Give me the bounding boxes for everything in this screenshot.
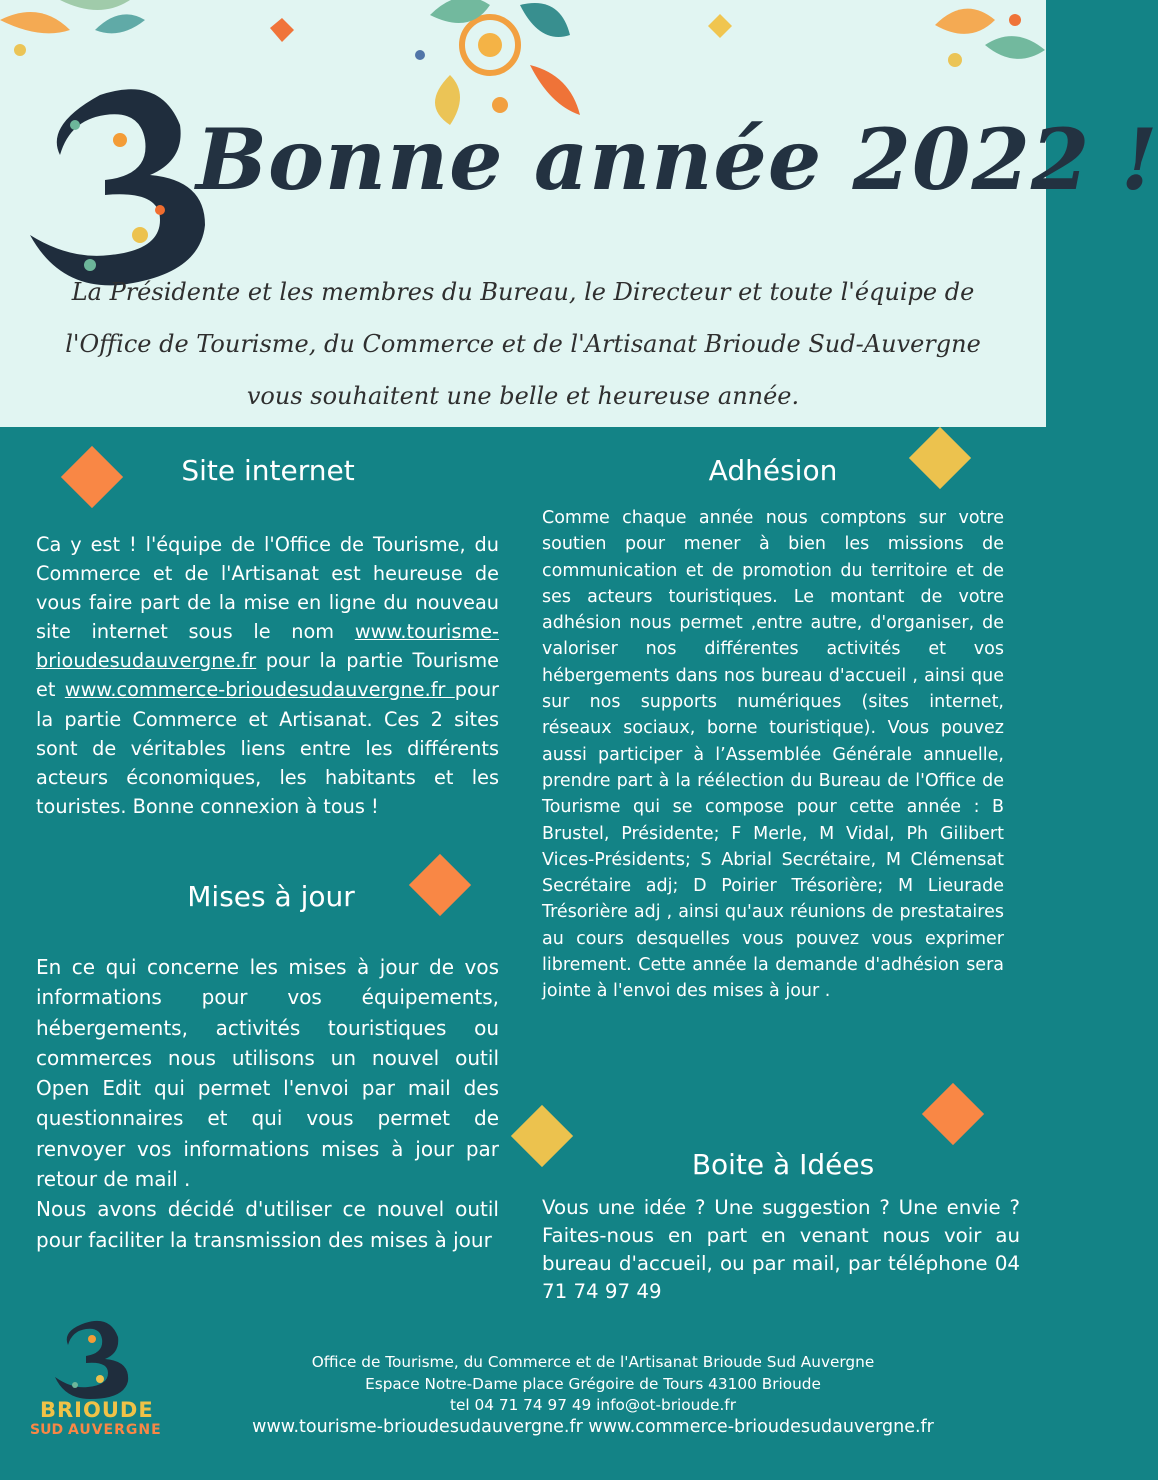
- floral-decoration: [0, 0, 1046, 427]
- tourisme-link[interactable]: www.tourisme-brioudesudauvergne.fr: [36, 620, 499, 673]
- logo-auvergne-word: AUVERGNE: [67, 1422, 162, 1438]
- orange-diamond-icon: [61, 446, 123, 508]
- yellow-diamond-icon: [909, 427, 971, 489]
- logo-brioude-word: BRIOUDE: [40, 1398, 154, 1422]
- logo-sud-word: SUD: [30, 1422, 64, 1438]
- boite-a-idees-text: Vous une idée ? Une suggestion ? Une envie ? Faites-nous en part en venant nous voir au bureau d'accueil, ou par mail, par téléphone 04 71 74 97 49: [542, 1196, 1020, 1303]
- footer-org-name: Office de Tourisme, du Commerce et de l'Artisanat Brioude Sud Auvergne: [311, 1353, 875, 1371]
- footer-address: Espace Notre-Dame place Grégoire de Tours 43100 Brioude: [365, 1374, 821, 1393]
- site-internet-heading: Site internet: [181, 454, 355, 487]
- content-area: [0, 427, 1046, 1480]
- brioude-logo: [30, 1315, 160, 1455]
- adhesion-heading: Adhésion: [708, 454, 838, 487]
- site-internet-text-part3: pour la partie Commerce et Artisanat. Ces 2 sites sont de véritables liens entre les différents acteurs économiques, les habitants et les touristes. Bonne connexion à tous !: [36, 678, 499, 818]
- footer-websites[interactable]: www.tourisme-brioudesudauvergne.fr www.commerce-brioudesudauvergne.fr: [252, 1416, 934, 1437]
- orange-diamond-icon: [409, 854, 471, 916]
- orange-diamond-icon: [922, 1083, 984, 1145]
- mises-a-jour-heading: Mises à jour: [187, 880, 355, 913]
- mises-a-jour-paragraph2: Nous avons décidé d'utiliser ce nouvel outil pour faciliter la transmission des mises à jour: [36, 1197, 499, 1252]
- site-internet-text: [36, 530, 499, 821]
- greeting-subtitle-line3: vous souhaitent une belle et heureuse année.: [246, 382, 800, 410]
- logo-subline: [30, 1422, 160, 1438]
- greeting-subtitle-line2: l'Office de Tourisme, du Commerce et de l'Artisanat Brioude Sud-Auvergne: [65, 330, 981, 358]
- mises-a-jour-paragraph1: En ce qui concerne les mises à jour de vos informations pour vos équipements, hébergements, activités touristiques ou commerces nous utilisons un nouvel outil Open Edit qui permet l'envoi par mail des questionnaires et qui vous permet de renvoyer vos informations mises à jour par retour de mail .: [36, 955, 499, 1192]
- site-internet-text-part1: Ca y est ! l'équipe de l'Office de Tourisme, du Commerce et de l'Artisanat est heureuse de vous faire part de la mise en ligne du nouveau site internet sous le nom: [36, 533, 499, 644]
- boite-a-idees-heading: Boite à Idées: [691, 1148, 875, 1181]
- header-banner: [0, 0, 1158, 427]
- mises-a-jour-text: [36, 952, 499, 1255]
- site-internet-text-part2: pour la partie Tourisme et: [36, 649, 499, 702]
- footer-phone-email: tel 04 71 74 97 49 info@ot-brioude.fr: [450, 1396, 736, 1414]
- greeting-subtitle-line1: La Présidente et les membres du Bureau, le Directeur et toute l'équipe de: [71, 278, 975, 306]
- yellow-diamond-icon: [511, 1105, 573, 1167]
- logo-swirl-icon: [30, 1315, 160, 1395]
- commerce-link[interactable]: www.commerce-brioudesudauvergne.fr: [64, 678, 455, 702]
- adhesion-text: Comme chaque année nous comptons sur votre soutien pour mener à bien les missions de communication et de promotion du territoire et de ses acteurs touristiques. Le montant de votre adhésion nous permet ,entre autre, d'organiser, de valoriser nos différentes activités et vos hébergements dans nos bureau d'accueil , ainsi que sur nos supports numériques (sites internet, réseaux sociaux, borne touristique). Vous pouvez aussi participer à l’Assemblée Générale annuelle, prendre part à la réélection du Bureau de l'Office de Tourisme qui se compose pour cette année : B Brustel, Présidente; F Merle, M Vidal, Ph Gilibert Vices-Présidents; S Abrial Secrétaire, M Clémensat Secrétaire adj; D Poirier Trésorière; M Lieurade Trésorière adj , ainsi qu'aux réunions de prestataires au cours desquelles vous pouvez vous exprimer librement. Cette année la demande d'adhésion sera jointe à l'envoi des mises à jour .: [542, 508, 1004, 1002]
- footer-contact: [246, 1352, 940, 1438]
- greeting-title: Bonne année 2022 !: [196, 110, 1158, 209]
